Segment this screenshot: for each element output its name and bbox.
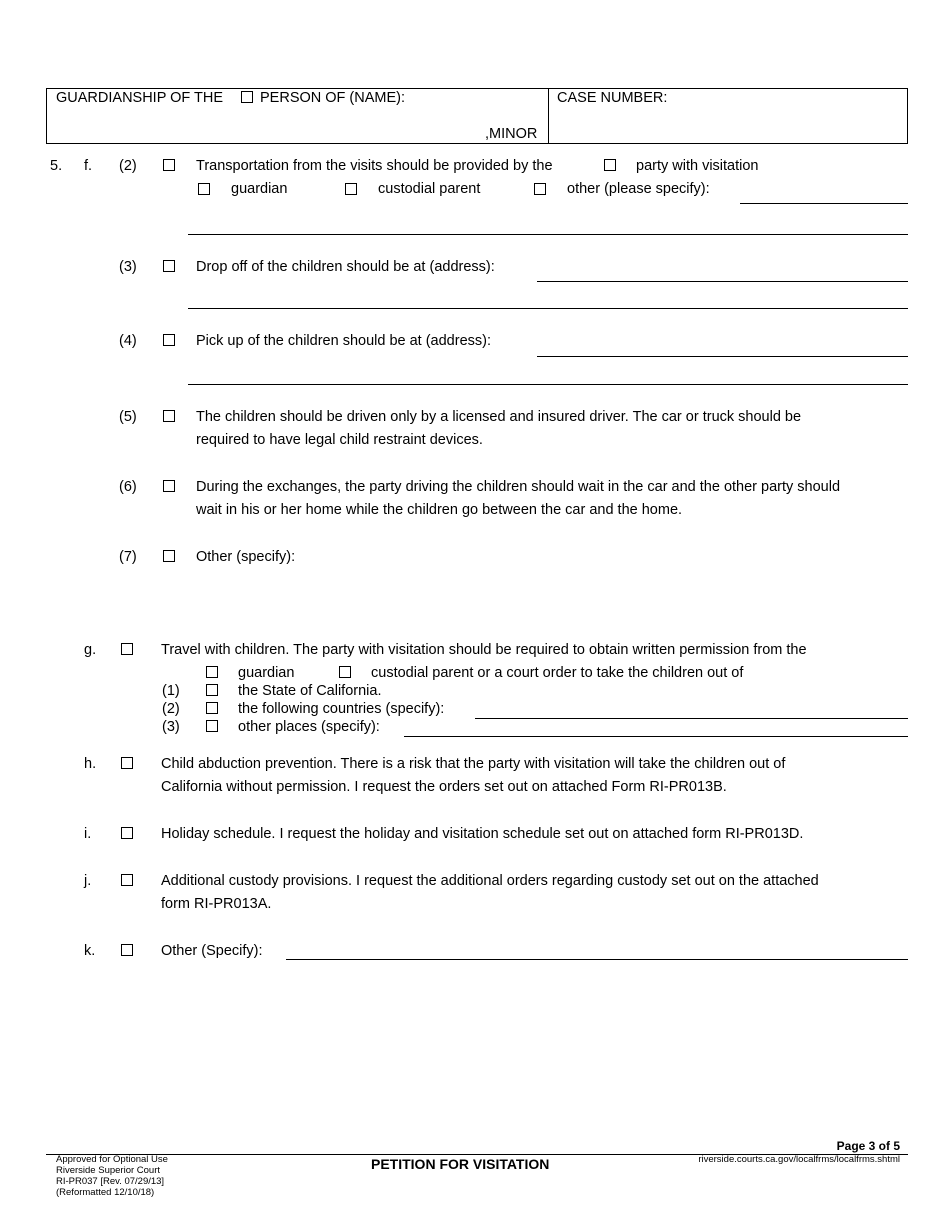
section-i-text: Holiday schedule. I request the holiday and visitation schedule set out on attached form RI-PR013D. — [161, 826, 804, 842]
g-option-3-text: other places (specify): — [238, 719, 380, 735]
item-2-text: Transportation from the visits should be provided by the — [196, 158, 553, 174]
item-2-number: (2) — [119, 158, 137, 174]
g-guardian-label: guardian — [238, 665, 295, 681]
pick-up-address-line[interactable] — [537, 356, 908, 357]
g-option-2-checkbox[interactable] — [206, 702, 218, 714]
section-h-letter: h. — [84, 756, 97, 772]
g-option-2-text: the following countries (specify): — [238, 701, 445, 717]
approved-label: Approved for Optional Use — [56, 1154, 168, 1165]
item-7-text: Other (specify): — [196, 549, 296, 565]
section-g-letter: g. — [84, 642, 97, 658]
other-specify-line[interactable] — [740, 203, 908, 204]
item-6-checkbox[interactable] — [163, 480, 175, 492]
item-6-number: (6) — [119, 479, 137, 495]
item-2-checkbox[interactable] — [163, 159, 175, 171]
section-j-letter: j. — [84, 873, 92, 889]
g-custodial-parent-text: custodial parent or a court order to take the children out of — [371, 665, 744, 681]
other-places-specify-line[interactable] — [404, 736, 908, 737]
pick-up-address-line-2[interactable] — [188, 384, 908, 385]
g-option-1-checkbox[interactable] — [206, 684, 218, 696]
item-4-number: (4) — [119, 333, 137, 349]
item-3-number: (3) — [119, 259, 137, 275]
item-5-line-2: required to have legal child restraint devices. — [196, 432, 483, 448]
party-with-visitation-checkbox[interactable] — [604, 159, 616, 171]
custodial-parent-checkbox[interactable] — [345, 183, 357, 195]
reformatted-label: (Reformatted 12/10/18) — [56, 1187, 155, 1198]
section-k-text: Other (Specify): — [161, 943, 263, 959]
section-j-line-2: form RI-PR013A. — [161, 896, 272, 912]
caption-divider — [548, 88, 549, 144]
section-i-letter: i. — [84, 826, 92, 842]
item-4-checkbox[interactable] — [163, 334, 175, 346]
item-5-line-1: The children should be driven only by a licensed and insured driver. The car or truck should be — [196, 409, 802, 425]
item-7-number: (7) — [119, 549, 137, 565]
g-option-1-text: the State of California. — [238, 683, 382, 699]
section-h-checkbox[interactable] — [121, 757, 133, 769]
section-number: 5. — [50, 158, 63, 174]
guardian-checkbox[interactable] — [198, 183, 210, 195]
g-option-3-checkbox[interactable] — [206, 720, 218, 732]
item-6-line-2: wait in his or her home while the children go between the car and the home. — [196, 502, 683, 518]
person-of-label: PERSON OF (NAME): — [260, 90, 406, 106]
party-with-visitation-label: party with visitation — [636, 158, 759, 174]
court-url[interactable]: riverside.courts.ca.gov/localfrms/localfrms.shtml — [698, 1154, 900, 1165]
item-2-continuation-line[interactable] — [188, 234, 908, 235]
custodial-parent-label: custodial parent — [378, 181, 481, 197]
section-k-letter: k. — [84, 943, 96, 959]
section-i-checkbox[interactable] — [121, 827, 133, 839]
minor-label: ,MINOR — [485, 126, 538, 142]
court-label: Riverside Superior Court — [56, 1165, 161, 1176]
item-3-text: Drop off of the children should be at (address): — [196, 259, 495, 275]
person-of-checkbox[interactable] — [241, 91, 253, 103]
other-checkbox[interactable] — [534, 183, 546, 195]
other-specify-k-line[interactable] — [286, 959, 908, 960]
item-5-checkbox[interactable] — [163, 410, 175, 422]
form-title: PETITION FOR VISITATION — [371, 1156, 550, 1172]
item-3-checkbox[interactable] — [163, 260, 175, 272]
page-number: Page 3 of 5 — [836, 1139, 900, 1153]
g-custodial-parent-checkbox[interactable] — [339, 666, 351, 678]
item-6-line-1: During the exchanges, the party driving the children should wait in the car and the other party should — [196, 479, 841, 495]
drop-off-address-line[interactable] — [537, 281, 908, 282]
item-4-text: Pick up of the children should be at (address): — [196, 333, 491, 349]
item-5-number: (5) — [119, 409, 137, 425]
g-guardian-checkbox[interactable] — [206, 666, 218, 678]
g-option-1-number: (1) — [162, 683, 180, 699]
section-j-line-1: Additional custody provisions. I request the additional orders regarding custody set out on the attached — [161, 873, 819, 889]
form-id-label: RI-PR037 [Rev. 07/29/13] — [56, 1176, 165, 1187]
other-label: other (please specify): — [567, 181, 710, 197]
section-h-line-1: Child abduction prevention. There is a risk that the party with visitation will take the children out of — [161, 756, 786, 772]
guardian-label: guardian — [231, 181, 288, 197]
drop-off-address-line-2[interactable] — [188, 308, 908, 309]
item-7-checkbox[interactable] — [163, 550, 175, 562]
section-j-checkbox[interactable] — [121, 874, 133, 886]
section-k-checkbox[interactable] — [121, 944, 133, 956]
section-f-letter: f. — [84, 158, 93, 174]
section-g-checkbox[interactable] — [121, 643, 133, 655]
guardianship-label: GUARDIANSHIP OF THE — [56, 90, 224, 106]
section-h-line-2: California without permission. I request the orders set out on attached Form RI-PR013B. — [161, 779, 727, 795]
g-option-2-number: (2) — [162, 701, 180, 717]
section-g-text: Travel with children. The party with visitation should be required to obtain written permission from the — [161, 642, 807, 658]
g-option-3-number: (3) — [162, 719, 180, 735]
case-number-label: CASE NUMBER: — [557, 90, 668, 106]
countries-specify-line[interactable] — [475, 718, 908, 719]
